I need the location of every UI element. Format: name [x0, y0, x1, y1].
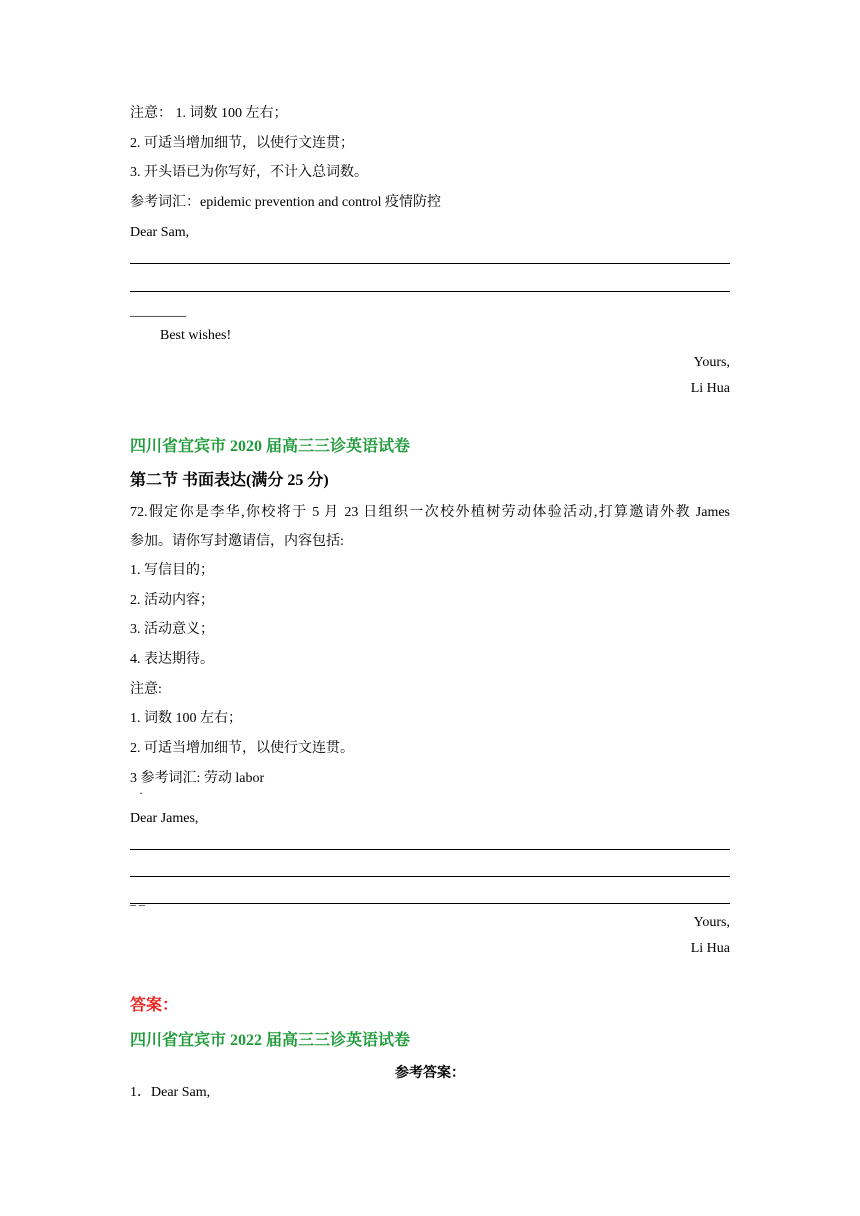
writing-line: [130, 263, 730, 264]
reference-vocabulary: 参考词汇：epidemic prevention and control 疫情防控: [130, 195, 442, 210]
letter-greeting: Dear James,: [130, 811, 199, 826]
note-item: 1. 词数 100 左右；: [130, 711, 242, 726]
letter-sign-off: Yours,: [693, 915, 730, 930]
letter-greeting: Dear Sam,: [130, 225, 190, 240]
note-item: 3 参考词汇: 劳动 labor: [130, 771, 265, 786]
note-item: 2. 可适当增加细节，以使行文连贯。: [130, 741, 354, 756]
content-item: 4. 表达期待。: [130, 652, 214, 667]
stray-dot: ·: [139, 786, 143, 800]
part-title: 第二节 书面表达(满分 25 分): [130, 472, 329, 489]
writing-line-short: ________: [130, 304, 186, 319]
writing-line: [130, 876, 730, 877]
content-item: 3. 活动意义；: [130, 622, 214, 637]
content-item: 1. 写信目的；: [130, 563, 214, 578]
writing-line: [130, 291, 730, 292]
letter-closing: Best wishes!: [160, 328, 232, 343]
prompt-line: 72.假定你是李华,你校将于 5 月 23 日组织一次校外植树劳动体验活动,打算邀请外教 James: [130, 505, 730, 520]
source-title: 四川省宜宾市 2020 届高三三诊英语试卷: [130, 438, 411, 455]
answer-label: 答案：: [130, 997, 179, 1014]
note-label: 注意:: [130, 682, 162, 697]
answer-source-title: 四川省宜宾市 2022 届高三三诊英语试卷: [130, 1032, 411, 1049]
note-word-count: 注意： 1. 词数 100 左右；: [130, 106, 288, 121]
writing-line: [130, 903, 730, 904]
letter-signature: Li Hua: [690, 941, 730, 956]
writing-line-mark: _ _: [130, 893, 145, 907]
content-item: 2. 活动内容；: [130, 593, 214, 608]
prompt-line: 参加。请你写封邀请信，内容包括:: [130, 534, 344, 549]
letter-signature: Li Hua: [690, 381, 730, 396]
note-add-details: 2. 可适当增加细节，以使行文连贯；: [130, 136, 354, 151]
reference-answer-title: 参考答案：: [395, 1066, 465, 1081]
letter-sign-off: Yours,: [693, 355, 730, 370]
answer-first-line: 1．Dear Sam,: [130, 1085, 211, 1100]
writing-line: [130, 849, 730, 850]
note-opening-written: 3. 开头语已为你写好，不计入总词数。: [130, 165, 368, 180]
